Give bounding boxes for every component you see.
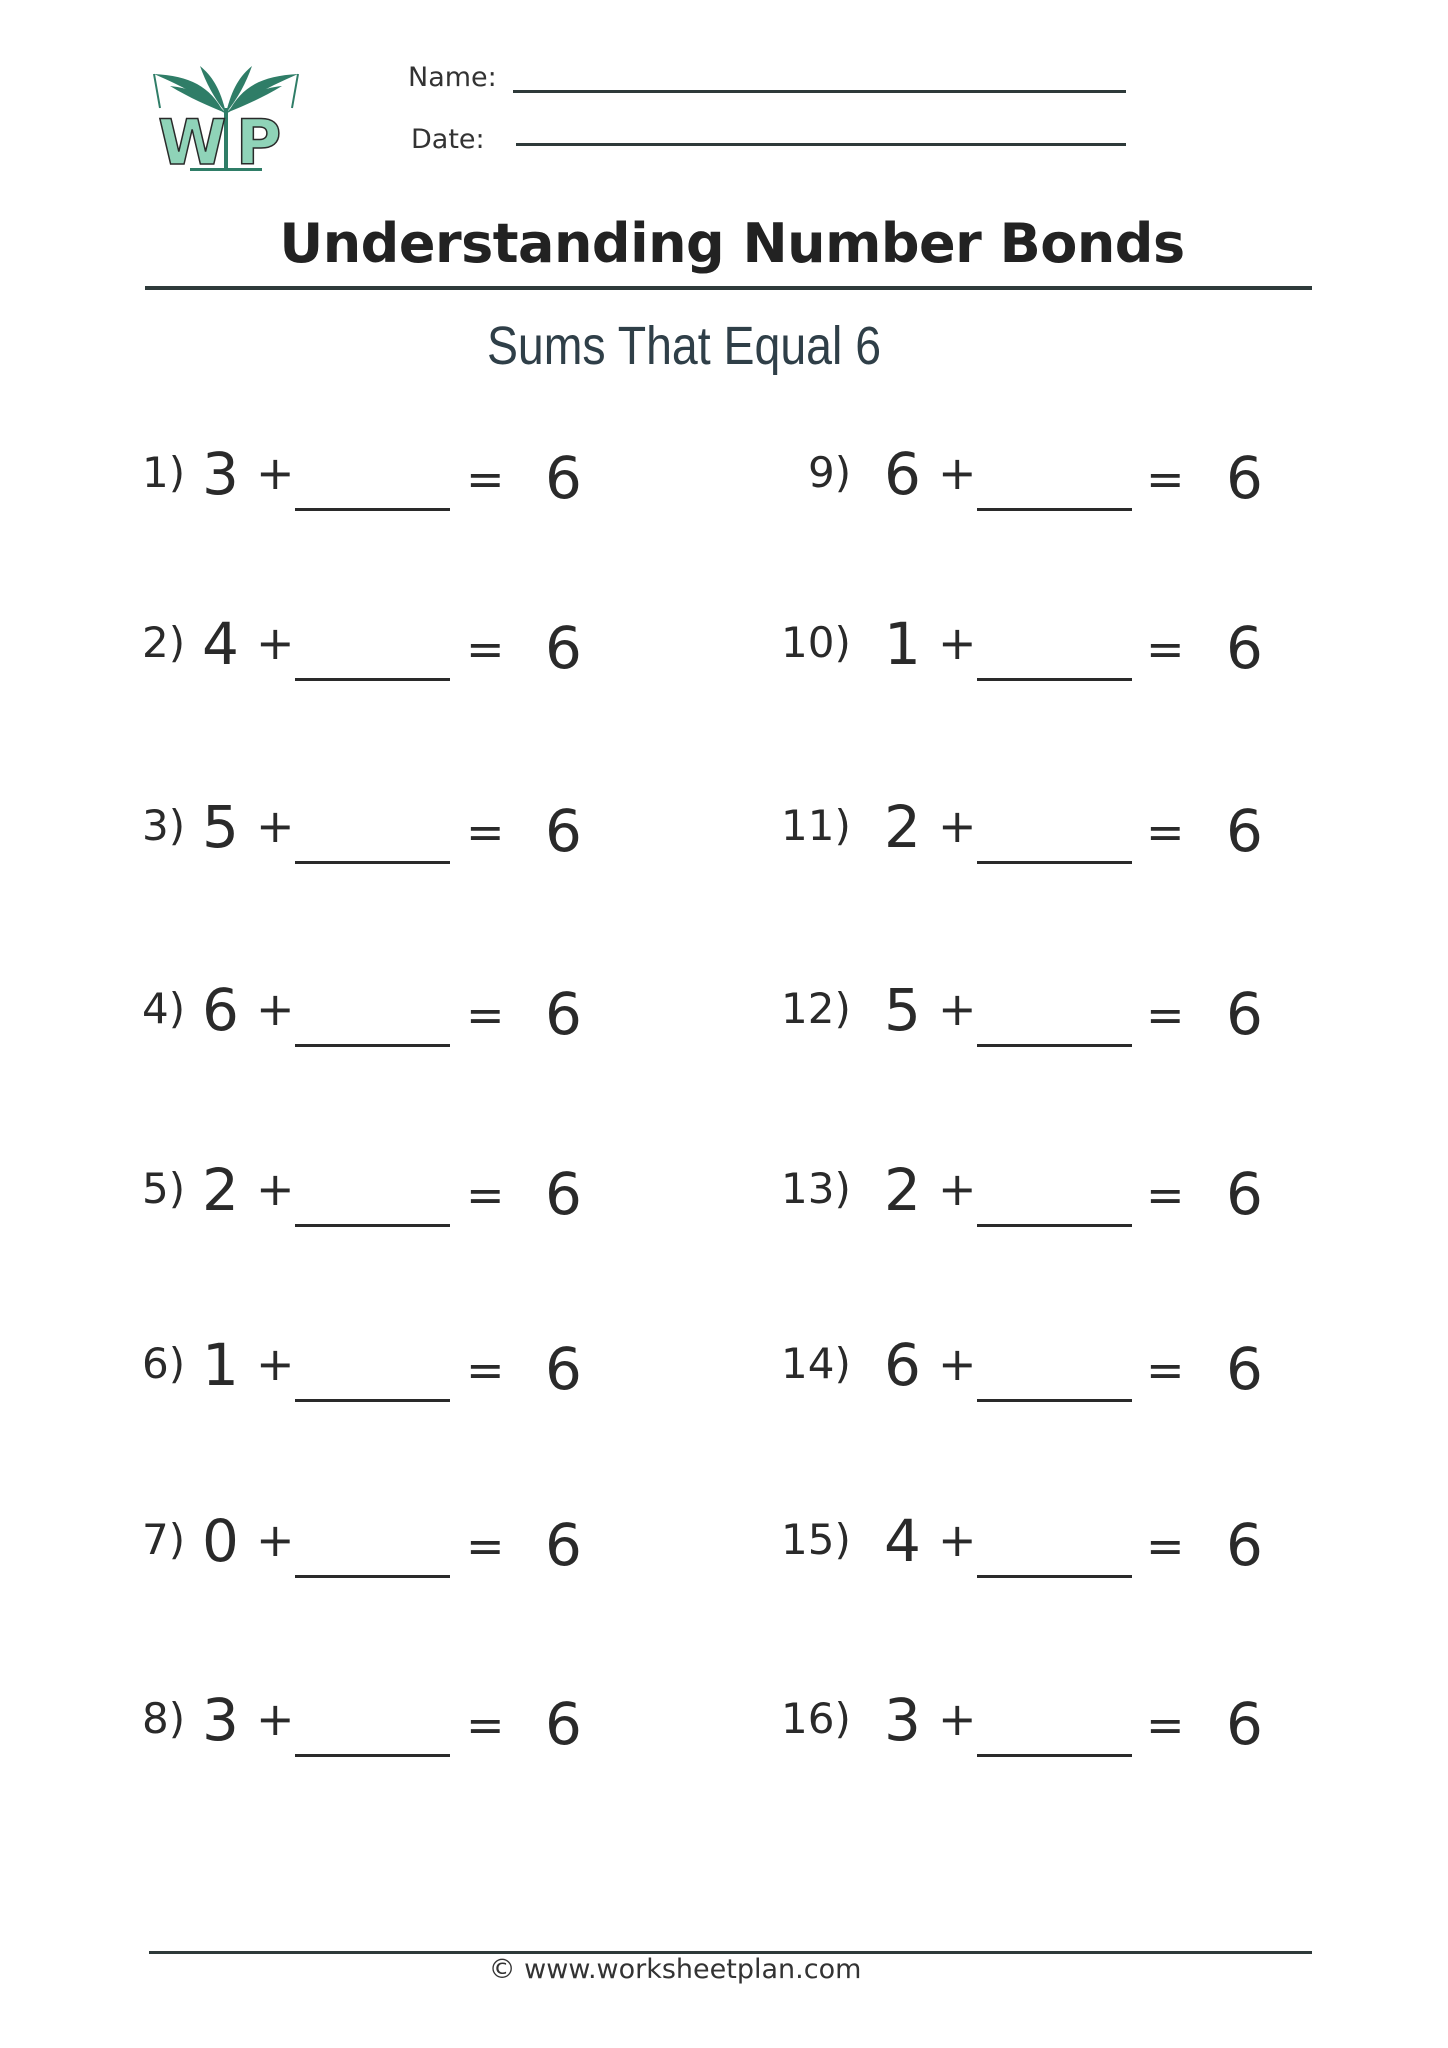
problem-number: 1) [142, 448, 186, 497]
problem-12 [0, 976, 1448, 1056]
problem-10 [0, 610, 1448, 690]
addend: 5 [202, 793, 239, 861]
problem-number: 13) [781, 1164, 851, 1213]
addend: 4 [884, 1507, 921, 1575]
problem-number: 12) [781, 984, 851, 1033]
sum: 6 [1226, 444, 1263, 512]
equals-sign: = [1146, 805, 1185, 859]
problem-number: 8) [142, 1694, 186, 1743]
sum: 6 [1226, 1511, 1263, 1579]
plus-sign: + [256, 1162, 295, 1216]
sum: 6 [1226, 980, 1263, 1048]
problem-number: 6) [142, 1339, 186, 1388]
equals-sign: = [466, 1343, 505, 1397]
equals-sign: = [466, 622, 505, 676]
addend: 0 [202, 1507, 239, 1575]
problem-11 [0, 793, 1448, 873]
problem-15 [0, 1507, 1448, 1587]
plus-sign: + [256, 1692, 295, 1746]
sum: 6 [545, 1160, 582, 1228]
equals-sign: = [1146, 1519, 1185, 1573]
plus-sign: + [938, 616, 977, 670]
addend: 6 [884, 1331, 921, 1399]
svg-text:P: P [236, 106, 282, 174]
equals-sign: = [1146, 1698, 1185, 1752]
answer-blank[interactable] [977, 1754, 1132, 1757]
sum: 6 [545, 444, 582, 512]
problem-number: 3) [142, 801, 186, 850]
equals-sign: = [466, 1168, 505, 1222]
problem-number: 5) [142, 1164, 186, 1213]
sum: 6 [545, 614, 582, 682]
sum: 6 [545, 797, 582, 865]
footer-url: www.worksheetplan.com [524, 1954, 862, 1985]
sum: 6 [1226, 797, 1263, 865]
plus-sign: + [256, 1513, 295, 1567]
addend: 3 [884, 1686, 921, 1754]
plus-sign: + [938, 982, 977, 1036]
plus-sign: + [256, 799, 295, 853]
answer-blank[interactable] [977, 508, 1132, 511]
answer-blank[interactable] [977, 1399, 1132, 1402]
title-rule [145, 286, 1312, 290]
sum: 6 [545, 1511, 582, 1579]
plus-sign: + [938, 1337, 977, 1391]
problem-number: 14) [781, 1339, 851, 1388]
equals-sign: = [1146, 452, 1185, 506]
addend: 4 [202, 610, 239, 678]
plus-sign: + [938, 799, 977, 853]
equals-sign: = [466, 452, 505, 506]
date-field[interactable] [516, 143, 1126, 146]
sum: 6 [1226, 614, 1263, 682]
problem-number: 2) [142, 618, 186, 667]
plus-sign: + [256, 1337, 295, 1391]
plus-sign: + [256, 616, 295, 670]
addend: 2 [202, 1156, 239, 1224]
equals-sign: = [466, 988, 505, 1042]
addend: 1 [202, 1331, 239, 1399]
plus-sign: + [938, 1162, 977, 1216]
problem-number: 9) [808, 448, 852, 497]
problem-number: 11) [781, 801, 851, 850]
sum: 6 [545, 1690, 582, 1758]
problem-number: 15) [781, 1515, 851, 1564]
problem-14 [0, 1331, 1448, 1411]
addend: 2 [884, 793, 921, 861]
problem-number: 4) [142, 984, 186, 1033]
addend: 3 [202, 1686, 239, 1754]
answer-blank[interactable] [977, 678, 1132, 681]
date-label: Date: [411, 124, 485, 155]
equals-sign: = [466, 1519, 505, 1573]
addend: 3 [202, 440, 239, 508]
sum: 6 [1226, 1690, 1263, 1758]
sum: 6 [1226, 1335, 1263, 1403]
addend: 2 [884, 1156, 921, 1224]
addend: 6 [202, 976, 239, 1044]
answer-blank[interactable] [977, 1224, 1132, 1227]
answer-blank[interactable] [977, 861, 1132, 864]
problem-number: 10) [781, 618, 851, 667]
logo [150, 58, 302, 174]
problem-13 [0, 1156, 1448, 1236]
footer [0, 1954, 1350, 1985]
sum: 6 [545, 980, 582, 1048]
sum: 6 [1226, 1160, 1263, 1228]
addend: 6 [884, 440, 921, 508]
answer-blank[interactable] [977, 1044, 1132, 1047]
svg-text:W: W [158, 106, 227, 174]
equals-sign: = [1146, 988, 1185, 1042]
problem-9 [0, 440, 1448, 520]
copyright-icon: © [488, 1954, 516, 1985]
problem-number: 7) [142, 1515, 186, 1564]
equals-sign: = [1146, 1168, 1185, 1222]
page-title: Understanding Number Bonds [279, 212, 1185, 275]
name-field[interactable] [513, 90, 1126, 93]
addend: 5 [884, 976, 921, 1044]
equals-sign: = [1146, 1343, 1185, 1397]
plus-sign: + [938, 446, 977, 500]
equals-sign: = [1146, 622, 1185, 676]
problem-number: 16) [781, 1694, 851, 1743]
sum: 6 [545, 1335, 582, 1403]
plus-sign: + [938, 1513, 977, 1567]
equals-sign: = [466, 1698, 505, 1752]
name-label: Name: [408, 62, 497, 93]
plus-sign: + [256, 982, 295, 1036]
page-subtitle: Sums That Equal 6 [486, 316, 882, 376]
plus-sign: + [938, 1692, 977, 1746]
plus-sign: + [256, 446, 295, 500]
equals-sign: = [466, 805, 505, 859]
addend: 1 [884, 610, 921, 678]
answer-blank[interactable] [977, 1575, 1132, 1578]
problem-16 [0, 1686, 1448, 1766]
